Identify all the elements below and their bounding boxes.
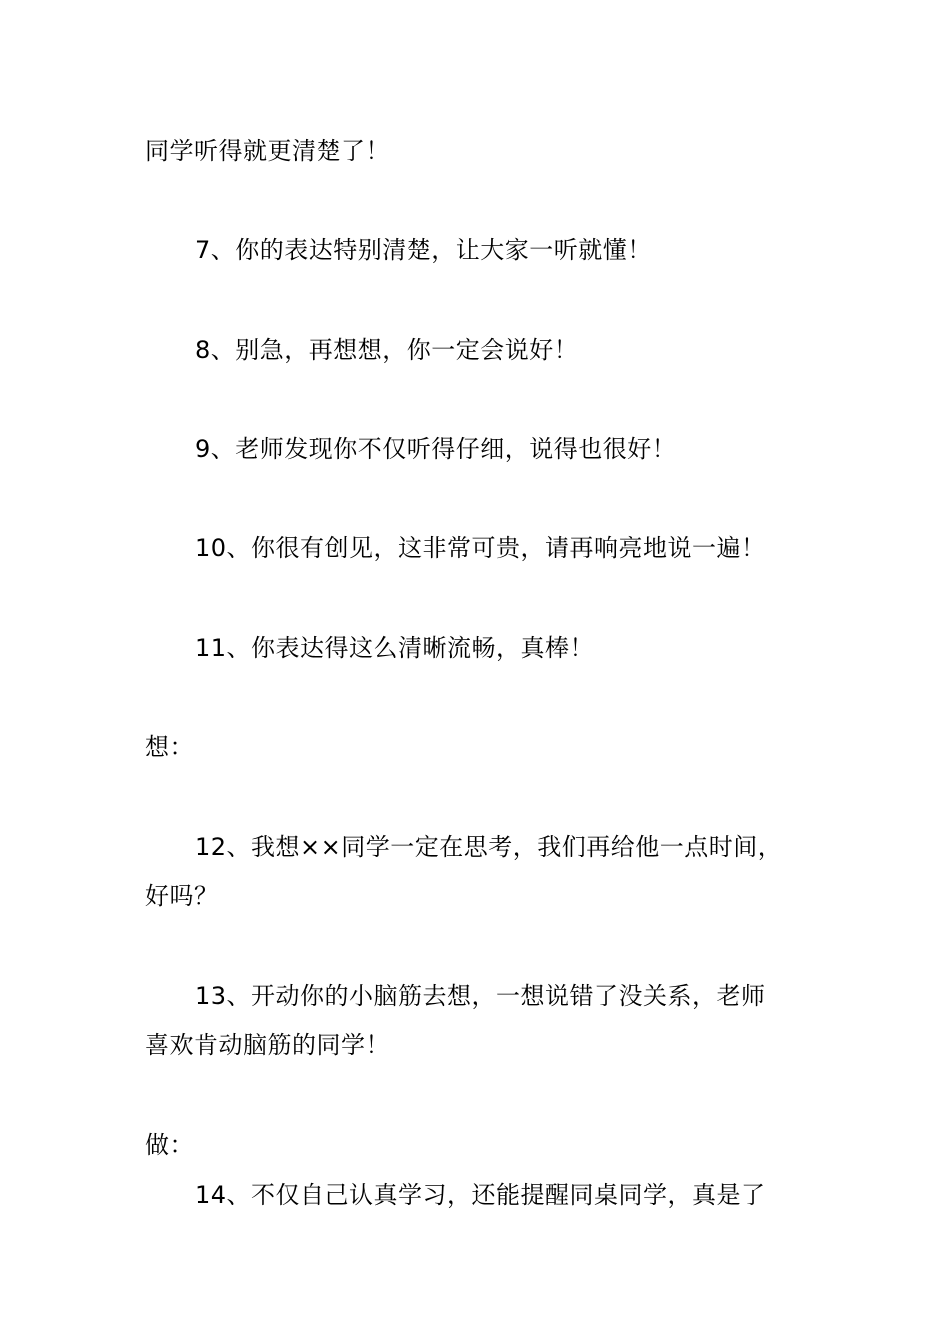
list-item-12-continuation: 好吗？ [145, 882, 219, 910]
list-item-8: 8、别急，再想想，你一定会说好！ [195, 336, 579, 364]
list-item-14: 14、不仅自己认真学习，还能提醒同桌同学，真是了 [195, 1181, 766, 1209]
list-item-13-continuation: 喜欢肯动脑筋的同学！ [145, 1031, 390, 1059]
paragraph-continuation: 同学听得就更清楚了！ [145, 137, 390, 165]
list-item-12: 12、我想××同学一定在思考，我们再给他一点时间， [195, 833, 783, 861]
list-item-7: 7、你的表达特别清楚，让大家一听就懂！ [195, 236, 652, 264]
list-item-9: 9、老师发现你不仅听得仔细，说得也很好！ [195, 435, 677, 463]
list-item-10: 10、你很有创见，这非常可贵，请再响亮地说一遍！ [195, 534, 766, 562]
list-item-13: 13、开动你的小脑筋去想，一想说错了没关系，老师 [195, 982, 766, 1010]
list-item-11: 11、你表达得这么清晰流畅，真棒！ [195, 634, 595, 662]
section-heading-do: 做： [145, 1131, 194, 1159]
section-heading-think: 想： [145, 733, 194, 761]
